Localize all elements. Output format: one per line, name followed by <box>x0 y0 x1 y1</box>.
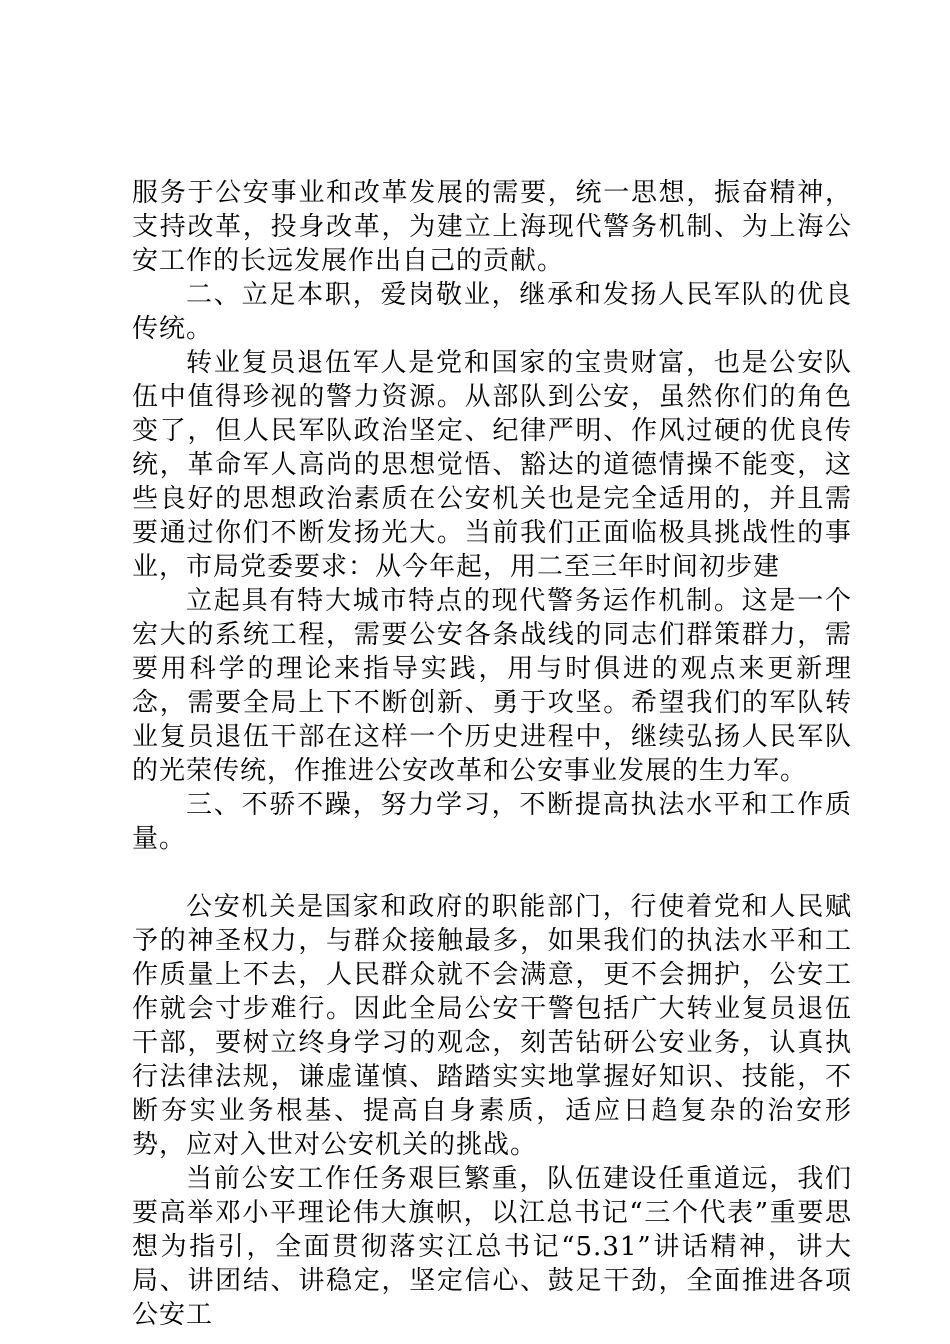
heading-section-3: 三、不骄不躁，努力学习，不断提高执法水平和工作质量。 <box>132 790 852 854</box>
document-body <box>132 176 852 1332</box>
paragraph-7: 当前公安工作任务艰巨繁重，队伍建设任重道远，我们要高举邓小平理论伟大旗帜，以江总书记“三个代表”重要思想为指引，全面贯彻落实江总书记“5.31”讲话精神，讲大局、讲团结、讲稳定，坚定信心、鼓足干劲，全面推进各项公安工 <box>132 1164 852 1330</box>
paragraph-1: 服务于公安事业和改革发展的需要，统一思想，振奋精神，支持改革，投身改革，为建立上海现代警务机制、为上海公安工作的长远发展作出自己的贡献。 <box>132 178 852 276</box>
heading-section-2: 二、立足本职，爱岗敬业，继承和发扬人民军队的优良传统。 <box>132 280 852 344</box>
paragraph-6: 公安机关是国家和政府的职能部门，行使着党和人民赋予的神圣权力，与群众接触最多，如果我们的执法水平和工作质量上不去，人民群众就不会满意，更不会拥护，公安工作就会寸步难行。因此全局公安干警包括广大转业复员退伍干部，要树立终身学习的观念，刻苦钻研公安业务，认真执行法律法规，谦虚谨慎、踏踏实实地掌握好知识、技能，不断夯实业务根基、提高自身素质，适应日趋复杂的治安形势，应对入世对公安机关的挑战。 <box>132 892 852 1160</box>
paragraph-3: 转业复员退伍军人是党和国家的宝贵财富，也是公安队伍中值得珍视的警力资源。从部队到公安，虽然你们的角色变了，但人民军队政治坚定、纪律严明、作风过硬的优良传统，革命军人高尚的思想觉悟、豁达的道德情操不能变，这些良好的思想政治素质在公安机关也是完全适用的，并且需要通过你们不断发扬光大。当前我们正面临极具挑战性的事业，市局党委要求：从今年起，用二至三年时间初步建 <box>132 348 852 582</box>
paragraph-4: 立起具有特大城市特点的现代警务运作机制。这是一个宏大的系统工程，需要公安各条战线的同志们群策群力，需要用科学的理论来指导实践，用与时俱进的观点来更新理念，需要全局上下不断创新、勇于攻坚。希望我们的军队转业复员退伍干部在这样一个历史进程中，继续弘扬人民军队的光荣传统，作推进公安改革和公安事业发展的生力军。 <box>132 586 852 786</box>
